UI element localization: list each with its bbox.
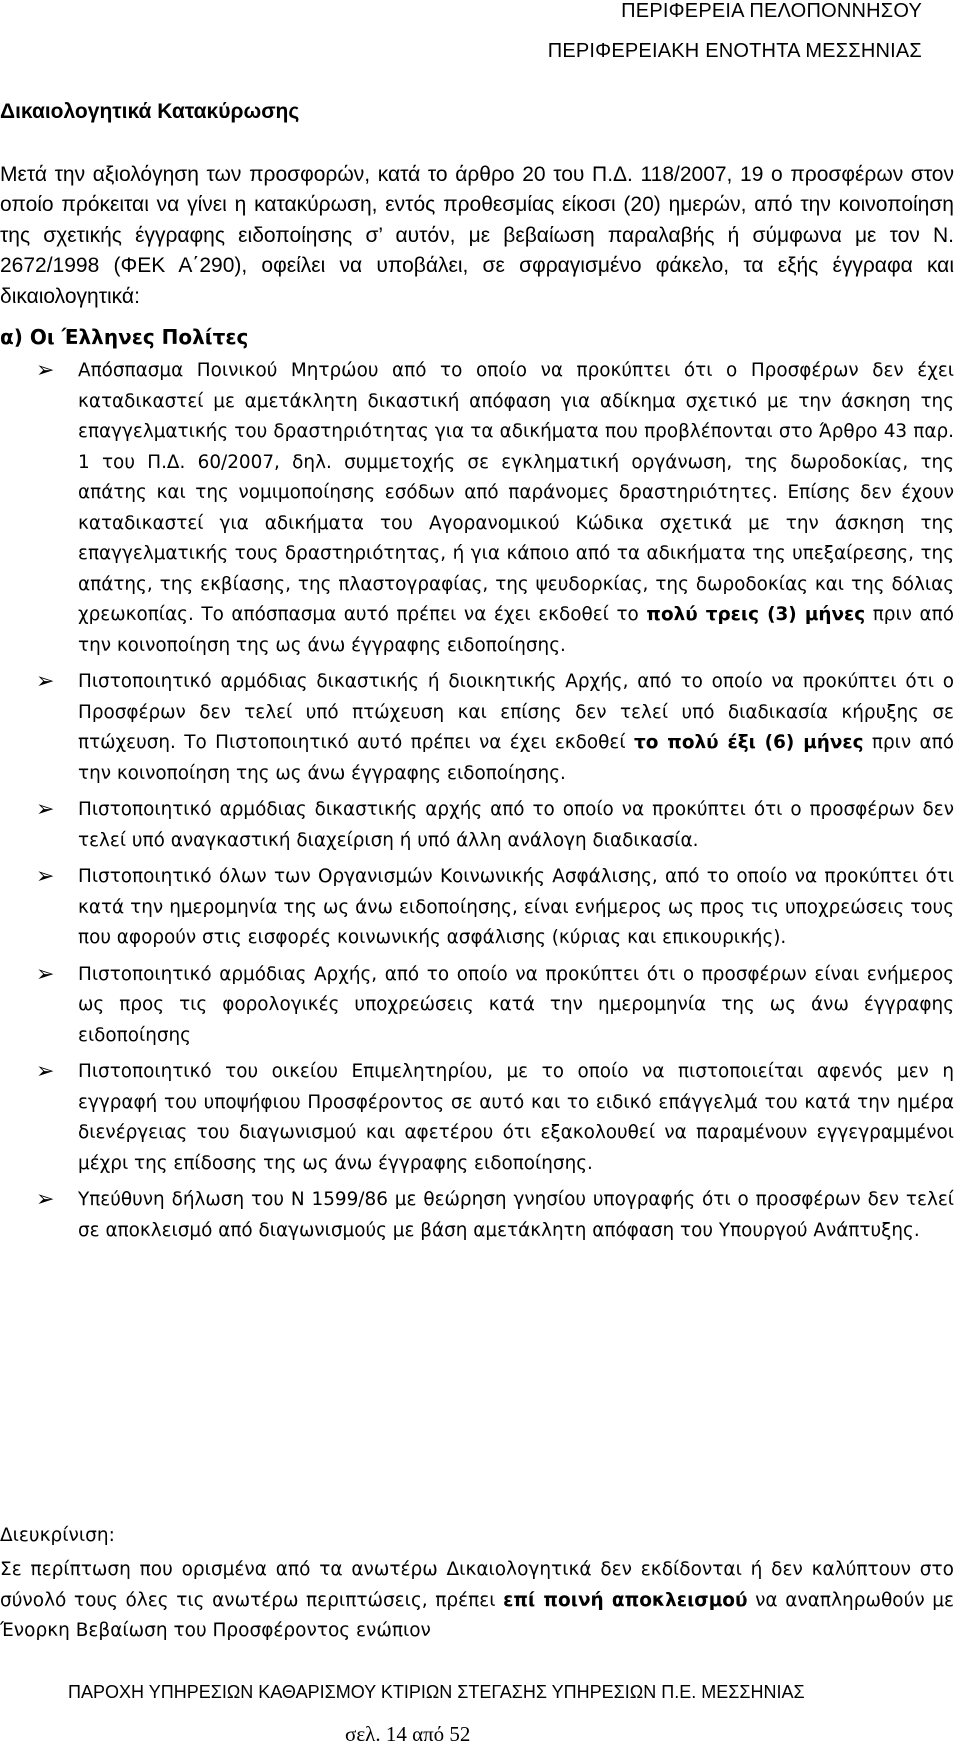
arrow-bullet-icon: ➢ [36, 864, 55, 889]
arrow-bullet-icon: ➢ [36, 961, 55, 987]
item-emphasis: πολύ τρεις (3) μήνες [646, 604, 866, 625]
item-text: Πιστοποιητικό όλων των Οργανισμών Κοινωνικής Ασφάλισης, από το οποίο να προκύπτει ότι κατά την ημερομηνία της ως άνω ειδοποίησης, είναι ενήμερος ως προς τις υποχρεώσεις τους που αφορούν στις εισφορές κοινωνικής ασφάλισης (κύριας και επικουρικής). [78, 866, 954, 948]
list-item [0, 862, 954, 954]
header-unit: ΠΕΡΙΦΕΡΕΙΑΚΗ ΕΝΟΤΗΤΑ ΜΕΣΣΗΝΙΑΣ [547, 40, 922, 62]
list-item [0, 1057, 954, 1179]
item-text-end: πριν από την κοινοποίηση της ως άνω έγγραφης ειδοποίησης. [78, 604, 954, 656]
clarification-emphasis: επί ποινή αποκλεισμού [503, 1589, 748, 1611]
section-heading-greek-citizens: α) Οι Έλληνες Πολίτες [0, 325, 249, 349]
clarification-label: Διευκρίνιση: [0, 1525, 115, 1546]
list-item [0, 960, 954, 1052]
item-text: Πιστοποιητικό αρμόδιας Αρχής, από το οποίο να προκύπτει ότι ο προσφέρων είναι ενήμερος ως προς τις φορολογικές υποχρεώσεις κατά την ημερομηνία της ως άνω έγγραφης ειδοποίησης [78, 963, 954, 1046]
page-title: Δικαιολογητικά Κατακύρωσης [0, 100, 300, 123]
arrow-bullet-icon: ➢ [36, 358, 55, 383]
arrow-bullet-icon: ➢ [36, 1059, 55, 1084]
item-emphasis: το πολύ έξι (6) μήνες [633, 732, 864, 753]
clarification-paragraph [0, 1555, 954, 1647]
requirements-list [0, 356, 954, 1252]
list-item [0, 667, 954, 789]
item-text: Πιστοποιητικό αρμόδιας δικαστικής ή διοικητικής Αρχής, από το οποίο να προκύπτει ότι ο Προσφέρων δεν τελεί υπό πτώχευση και επίσης δεν τελεί υπό διαδικασία κήρυξης σε πτώχευση. Το Πιστοποιητικό αυτό πρέπει να έχει εκδοθεί [78, 671, 954, 753]
header-region: ΠΕΡΙΦΕΡΕΙΑ ΠΕΛΟΠΟΝΝΗΣΟΥ [621, 0, 922, 22]
document-footer: ΠΑΡΟΧΗ ΥΠΗΡΕΣΙΩΝ ΚΑΘΑΡΙΣΜΟΥ ΚΤΙΡΙΩΝ ΣΤΕΓΑΣΗΣ ΥΠΗΡΕΣΙΩΝ Π.Ε. ΜΕΣΣΗΝΙΑΣ [68, 1682, 805, 1702]
arrow-bullet-icon: ➢ [36, 669, 55, 694]
list-item [0, 1185, 954, 1246]
clarification-text-end: να αναπληρωθούν με Ένορκη Βεβαίωση του Προσφέροντος ενώπιον [0, 1589, 955, 1641]
item-text: Απόσπασμα Ποινικού Μητρώου από το οποίο να προκύπτει ότι ο Προσφέρων δεν έχει καταδικαστεί με αμετάκλητη δικαστική απόφαση για αδίκημα σχετικό με την άσκηση της επαγγελματικής του δραστηριότητας για τα αδικήματα που προβλέπονται στο Άρθρο 43 παρ. 1 του Π.Δ. 60/2007, δηλ. συμμετοχής σε εγκληματική οργάνωση, της δωροδοκίας, της απάτης και της νομιμοποίησης εσόδων από παράνομες δραστηριότητες. Επίσης δεν έχουν καταδικαστεί για αδικήματα του Αγορανομικού Κώδικα σχετικά με την άσκηση της επαγγελματικής τους δραστηριότητας, ή για κάποιο από τα αδικήματα της υπεξαίρεσης, της απάτης, της εκβίασης, της πλαστογραφίας, της ψευδορκίας, της δωροδοκίας και της δόλιας χρεωκοπίας. Το απόσπασμα αυτό πρέπει να έχει εκδοθεί το [78, 360, 954, 625]
item-text: Υπεύθυνη δήλωση του Ν 1599/86 με θεώρηση γνησίου υπογραφής ότι ο προσφέρων δεν τελεί σε αποκλεισμό από διαγωνισμούς με βάση αμετάκλητη απόφαση του Υπουργού Ανάπτυξης. [78, 1189, 954, 1241]
page-number: σελ. 14 από 52 [345, 1722, 471, 1746]
arrow-bullet-icon: ➢ [36, 1187, 55, 1212]
item-text: Πιστοποιητικό αρμόδιας δικαστικής αρχής από το οποίο να προκύπτει ότι ο προσφέρων δεν τελεί υπό αναγκαστική διαχείριση ή υπό άλλη ανάλογη διαδικασία. [78, 799, 954, 851]
intro-paragraph: Μετά την αξιολόγηση των προσφορών, κατά το άρθρο 20 του Π.Δ. 118/2007, 19 ο προσφέρων στον οποίο πρόκειται να γίνει η κατακύρωση, εντός προθεσμίας είκοσι (20) ημερών, από την κοινοποίηση της σχετικής έγγραφης ειδοποίησης σ’ αυτόν, με βεβαίωση παραλαβής ή σύμφωνα με τον Ν. 2672/1998 (ΦΕΚ Α΄290), οφείλει να υποβάλει, σε σφραγισμένο φάκελο, τα εξής έγγραφα και δικαιολογητικά: [0, 163, 954, 308]
item-text: Πιστοποιητικό του οικείου Επιμελητηρίου, με το οποίο να πιστοποιείται αφενός μεν η εγγραφή του υποψήφιου Προσφέροντος σε αυτό και το ειδικό επάγγελμά του κατά την ημέρα διενέργειας του διαγωνισμού και αφετέρου ότι εξακολουθεί να παραμένουν εγγεγραμμένοι μέχρι της επίδοσης της ως άνω έγγραφης ειδοποίησης. [78, 1061, 954, 1174]
list-item [0, 795, 954, 856]
list-item [0, 356, 954, 661]
clarification-text: Σε περίπτωση που ορισμένα από τα ανωτέρω Δικαιολογητικά δεν εκδίδονται ή δεν καλύπτουν στο σύνολό τους όλες τις ανωτέρω περιπτώσεις, πρέπει [0, 1559, 954, 1611]
arrow-bullet-icon: ➢ [36, 797, 55, 822]
item-text-end: πριν από την κοινοποίηση της ως άνω έγγραφης ειδοποίησης. [78, 732, 954, 784]
